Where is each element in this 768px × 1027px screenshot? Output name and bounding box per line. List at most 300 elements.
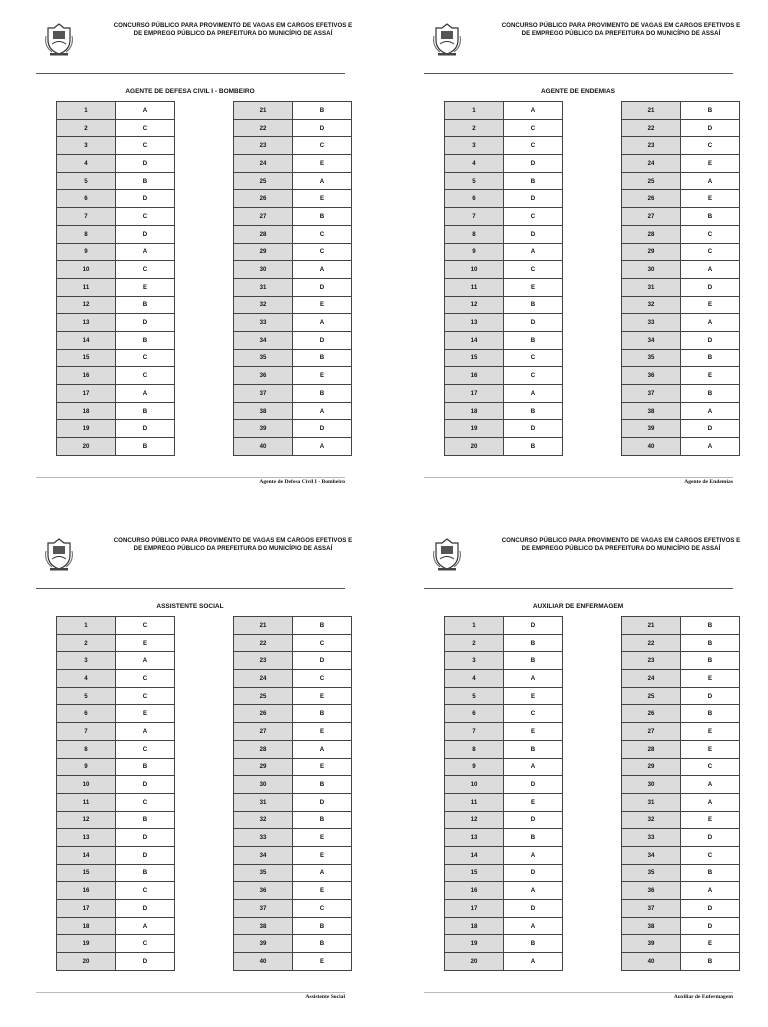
answer-row [234, 953, 352, 971]
answer-row [234, 758, 352, 776]
question-number: 10 [445, 261, 504, 279]
question-number: 33 [622, 314, 681, 332]
answer-letter: B [504, 829, 563, 847]
question-number: 5 [57, 687, 116, 705]
answer-row [234, 208, 352, 226]
answer-row [234, 349, 352, 367]
answer-letter: E [681, 723, 740, 741]
question-number: 32 [622, 811, 681, 829]
answer-row [57, 740, 175, 758]
answer-letter: B [293, 705, 352, 723]
answer-table-right [621, 616, 740, 971]
answer-key-panel-3 [0, 515, 384, 1027]
answer-letter: D [681, 420, 740, 438]
answer-row [445, 900, 563, 918]
answer-letter: D [504, 617, 563, 635]
exam-header [476, 22, 766, 38]
position-title: AGENTE DE DEFESA CIVIL I - BOMBEIRO [125, 88, 255, 95]
question-number: 3 [445, 137, 504, 155]
answer-row [234, 652, 352, 670]
answer-row [445, 225, 563, 243]
answer-row [57, 349, 175, 367]
answer-row [445, 208, 563, 226]
answer-letter: C [116, 740, 175, 758]
answer-letter: B [293, 811, 352, 829]
answer-letter: D [293, 331, 352, 349]
answer-letter: D [681, 829, 740, 847]
question-number: 8 [445, 225, 504, 243]
answer-row [445, 119, 563, 137]
question-number: 21 [234, 102, 293, 120]
answer-row [622, 935, 740, 953]
answer-row [234, 811, 352, 829]
question-number: 39 [622, 935, 681, 953]
answer-row [234, 917, 352, 935]
question-number: 8 [445, 740, 504, 758]
answer-letter: A [504, 102, 563, 120]
answer-letter: C [116, 617, 175, 635]
answer-letter: D [293, 793, 352, 811]
question-number: 22 [622, 119, 681, 137]
answer-row [234, 102, 352, 120]
answer-letter: C [116, 882, 175, 900]
answer-row [445, 652, 563, 670]
question-number: 40 [234, 953, 293, 971]
answer-letter: B [681, 652, 740, 670]
question-number: 38 [622, 917, 681, 935]
question-number: 1 [57, 102, 116, 120]
question-number: 33 [234, 314, 293, 332]
answer-row [234, 261, 352, 279]
header-line-2: DE EMPREGO PÚBLICO DA PREFEITURA DO MUNICÍPIO DE ASSAÍ [521, 545, 721, 552]
question-number: 15 [57, 349, 116, 367]
answer-row [445, 687, 563, 705]
answer-row [445, 438, 563, 456]
answer-row [445, 102, 563, 120]
answer-key-panel-1 [0, 0, 384, 512]
question-number: 26 [234, 190, 293, 208]
answer-letter: C [116, 793, 175, 811]
question-number: 9 [445, 243, 504, 261]
answer-letter: C [116, 670, 175, 688]
answer-letter: B [116, 864, 175, 882]
answer-table-left [444, 101, 563, 456]
answer-row [445, 243, 563, 261]
answer-letter: D [504, 776, 563, 794]
question-number: 2 [57, 119, 116, 137]
answer-row [234, 670, 352, 688]
answer-row [57, 137, 175, 155]
question-number: 9 [57, 243, 116, 261]
question-number: 35 [234, 349, 293, 367]
answer-letter: C [681, 758, 740, 776]
answer-row [57, 438, 175, 456]
answer-letter: E [293, 882, 352, 900]
answer-letter: C [116, 367, 175, 385]
answer-letter: B [681, 705, 740, 723]
question-number: 12 [445, 811, 504, 829]
answer-row [622, 261, 740, 279]
answer-row [622, 331, 740, 349]
question-number: 13 [57, 829, 116, 847]
answer-row [57, 793, 175, 811]
position-title: AUXILIAR DE ENFERMAGEM [532, 603, 624, 610]
answer-row [234, 723, 352, 741]
answer-row [622, 900, 740, 918]
answer-letter: B [681, 634, 740, 652]
answer-row [622, 687, 740, 705]
question-number: 32 [234, 296, 293, 314]
question-number: 37 [622, 385, 681, 403]
answer-row [622, 723, 740, 741]
answer-letter: D [116, 846, 175, 864]
answer-letter: E [681, 740, 740, 758]
answer-row [57, 367, 175, 385]
answer-row [57, 155, 175, 173]
question-number: 25 [622, 172, 681, 190]
question-number: 36 [622, 882, 681, 900]
answer-row [234, 402, 352, 420]
answer-letter: B [504, 935, 563, 953]
question-number: 16 [57, 882, 116, 900]
municipal-crest-icon [44, 537, 74, 571]
question-number: 11 [57, 278, 116, 296]
question-number: 15 [445, 864, 504, 882]
answer-table-right [621, 101, 740, 456]
answer-letter: E [504, 687, 563, 705]
question-number: 34 [622, 331, 681, 349]
question-number: 27 [622, 723, 681, 741]
answer-row [622, 740, 740, 758]
answer-row [445, 634, 563, 652]
answer-letter: B [504, 652, 563, 670]
answer-row [57, 953, 175, 971]
answer-row [57, 882, 175, 900]
question-number: 9 [445, 758, 504, 776]
answer-row [622, 864, 740, 882]
question-number: 18 [57, 917, 116, 935]
answer-row [445, 172, 563, 190]
answer-letter: C [504, 119, 563, 137]
question-number: 30 [234, 261, 293, 279]
answer-row [622, 385, 740, 403]
question-number: 24 [622, 670, 681, 688]
answer-letter: B [293, 208, 352, 226]
answer-letter: C [116, 935, 175, 953]
answer-letter: B [293, 935, 352, 953]
question-number: 32 [234, 811, 293, 829]
answer-row [445, 420, 563, 438]
question-number: 16 [445, 367, 504, 385]
header-line-2: DE EMPREGO PÚBLICO DA PREFEITURA DO MUNICÍPIO DE ASSAÍ [133, 30, 333, 37]
answer-letter: B [116, 331, 175, 349]
answer-letter: B [681, 208, 740, 226]
answer-letter: A [293, 740, 352, 758]
question-number: 40 [234, 438, 293, 456]
question-number: 17 [57, 900, 116, 918]
answer-row [622, 776, 740, 794]
answer-letter: A [116, 652, 175, 670]
question-number: 27 [622, 208, 681, 226]
answer-row [622, 278, 740, 296]
answer-letter: D [504, 864, 563, 882]
answer-letter: D [504, 900, 563, 918]
answer-row [234, 296, 352, 314]
answer-row [234, 385, 352, 403]
header-divider [36, 588, 345, 589]
answer-row [234, 687, 352, 705]
answer-row [622, 617, 740, 635]
answer-letter: B [116, 296, 175, 314]
question-number: 18 [445, 917, 504, 935]
question-number: 36 [234, 882, 293, 900]
question-number: 16 [57, 367, 116, 385]
answer-row [445, 758, 563, 776]
question-number: 26 [234, 705, 293, 723]
footer-divider [36, 477, 345, 478]
answer-letter: B [681, 102, 740, 120]
question-number: 36 [622, 367, 681, 385]
answer-letter: D [116, 953, 175, 971]
question-number: 3 [57, 652, 116, 670]
question-number: 10 [57, 261, 116, 279]
question-number: 29 [622, 758, 681, 776]
answer-row [622, 225, 740, 243]
question-number: 8 [57, 740, 116, 758]
answer-row [234, 634, 352, 652]
question-number: 39 [622, 420, 681, 438]
position-title: ASSISTENTE SOCIAL [156, 603, 224, 610]
question-number: 2 [445, 634, 504, 652]
answer-row [622, 758, 740, 776]
answer-letter: E [681, 190, 740, 208]
question-number: 28 [622, 740, 681, 758]
question-number: 31 [622, 278, 681, 296]
answer-letter: E [293, 367, 352, 385]
question-number: 7 [445, 723, 504, 741]
question-number: 23 [234, 652, 293, 670]
answer-row [57, 190, 175, 208]
answer-row [57, 296, 175, 314]
answer-row [234, 331, 352, 349]
answer-row [234, 864, 352, 882]
question-number: 24 [234, 670, 293, 688]
answer-letter: B [293, 917, 352, 935]
answer-letter: A [681, 438, 740, 456]
question-number: 21 [622, 102, 681, 120]
footer-divider [36, 992, 345, 993]
question-number: 34 [234, 846, 293, 864]
question-number: 7 [57, 208, 116, 226]
question-number: 1 [445, 102, 504, 120]
question-number: 5 [445, 172, 504, 190]
answer-row [57, 811, 175, 829]
answer-row [622, 243, 740, 261]
question-number: 36 [234, 367, 293, 385]
question-number: 4 [445, 155, 504, 173]
header-divider [424, 73, 733, 74]
answer-letter: D [116, 420, 175, 438]
answer-letter: A [504, 758, 563, 776]
answer-row [57, 723, 175, 741]
question-number: 26 [622, 705, 681, 723]
answer-letter: E [293, 846, 352, 864]
answer-row [57, 102, 175, 120]
answer-letter: E [116, 278, 175, 296]
question-number: 19 [445, 935, 504, 953]
answer-row [622, 705, 740, 723]
answer-row [234, 243, 352, 261]
question-number: 16 [445, 882, 504, 900]
answer-row [234, 793, 352, 811]
header-line-1: CONCURSO PÚBLICO PARA PROVIMENTO DE VAGAS EM CARGOS EFETIVOS E [113, 537, 353, 544]
answer-letter: A [504, 243, 563, 261]
answer-letter: D [293, 119, 352, 137]
answer-table-left [56, 616, 175, 971]
question-number: 6 [57, 190, 116, 208]
question-number: 22 [234, 634, 293, 652]
answer-row [234, 137, 352, 155]
answer-letter: E [681, 811, 740, 829]
answer-letter: A [293, 438, 352, 456]
answer-letter: E [293, 953, 352, 971]
answer-row [445, 935, 563, 953]
question-number: 23 [622, 652, 681, 670]
question-number: 12 [445, 296, 504, 314]
answer-letter: D [681, 900, 740, 918]
answer-row [622, 882, 740, 900]
answer-letter: E [681, 367, 740, 385]
answer-letter: D [116, 776, 175, 794]
answer-letter: A [293, 402, 352, 420]
answer-letter: A [681, 793, 740, 811]
answer-letter: D [504, 420, 563, 438]
question-number: 25 [234, 687, 293, 705]
answer-letter: E [504, 723, 563, 741]
answer-row [234, 420, 352, 438]
answer-row [234, 617, 352, 635]
answer-letter: A [504, 670, 563, 688]
answer-row [622, 811, 740, 829]
answer-letter: C [293, 137, 352, 155]
answer-row [622, 367, 740, 385]
answer-letter: D [116, 900, 175, 918]
question-number: 31 [622, 793, 681, 811]
question-number: 19 [57, 420, 116, 438]
answer-row [445, 882, 563, 900]
answer-row [445, 137, 563, 155]
answer-row [622, 420, 740, 438]
answer-letter: B [116, 758, 175, 776]
question-number: 38 [234, 917, 293, 935]
question-number: 39 [234, 935, 293, 953]
answer-row [445, 402, 563, 420]
question-number: 10 [445, 776, 504, 794]
answer-letter: C [681, 137, 740, 155]
position-footer: Agente de Endemias [684, 479, 733, 485]
question-number: 30 [622, 776, 681, 794]
answer-row [445, 776, 563, 794]
answer-letter: D [116, 314, 175, 332]
answer-letter: D [293, 278, 352, 296]
question-number: 33 [622, 829, 681, 847]
question-number: 24 [622, 155, 681, 173]
answer-letter: C [504, 261, 563, 279]
exam-header [88, 22, 378, 38]
answer-row [234, 119, 352, 137]
answer-row [445, 278, 563, 296]
answer-row [445, 829, 563, 847]
answer-letter: B [116, 402, 175, 420]
answer-letter: A [504, 917, 563, 935]
question-number: 7 [57, 723, 116, 741]
question-number: 7 [445, 208, 504, 226]
answer-letter: C [116, 208, 175, 226]
answer-row [445, 190, 563, 208]
answer-row [622, 793, 740, 811]
question-number: 6 [445, 705, 504, 723]
answer-row [57, 900, 175, 918]
municipal-crest-icon [44, 22, 74, 56]
answer-row [234, 155, 352, 173]
answer-row [57, 776, 175, 794]
answer-row [234, 900, 352, 918]
answer-row [57, 935, 175, 953]
answer-row [622, 155, 740, 173]
answer-letter: A [293, 314, 352, 332]
question-number: 24 [234, 155, 293, 173]
answer-letter: C [116, 261, 175, 279]
answer-letter: D [116, 829, 175, 847]
answer-table-right [233, 616, 352, 971]
answer-letter: A [116, 243, 175, 261]
answer-letter: B [504, 634, 563, 652]
question-number: 12 [57, 296, 116, 314]
answer-key-panel-4 [388, 515, 768, 1027]
question-number: 11 [57, 793, 116, 811]
answer-letter: E [293, 829, 352, 847]
answer-letter: C [504, 367, 563, 385]
question-number: 32 [622, 296, 681, 314]
header-line-1: CONCURSO PÚBLICO PARA PROVIMENTO DE VAGAS EM CARGOS EFETIVOS E [501, 22, 741, 29]
answer-letter: E [293, 723, 352, 741]
answer-letter: C [293, 225, 352, 243]
answer-letter: E [681, 670, 740, 688]
question-number: 3 [57, 137, 116, 155]
answer-row [445, 314, 563, 332]
answer-row [57, 243, 175, 261]
question-number: 2 [445, 119, 504, 137]
question-number: 18 [445, 402, 504, 420]
question-number: 3 [445, 652, 504, 670]
question-number: 35 [234, 864, 293, 882]
answer-key-panel-2 [388, 0, 768, 512]
question-number: 13 [445, 314, 504, 332]
question-number: 20 [57, 953, 116, 971]
answer-row [234, 846, 352, 864]
answer-row [234, 776, 352, 794]
question-number: 38 [622, 402, 681, 420]
header-line-2: DE EMPREGO PÚBLICO DA PREFEITURA DO MUNICÍPIO DE ASSAÍ [521, 30, 721, 37]
answer-letter: B [293, 776, 352, 794]
answer-letter: A [504, 953, 563, 971]
answer-row [57, 917, 175, 935]
answer-row [445, 846, 563, 864]
answer-letter: D [504, 225, 563, 243]
question-number: 1 [445, 617, 504, 635]
answer-letter: B [504, 402, 563, 420]
question-number: 29 [234, 243, 293, 261]
